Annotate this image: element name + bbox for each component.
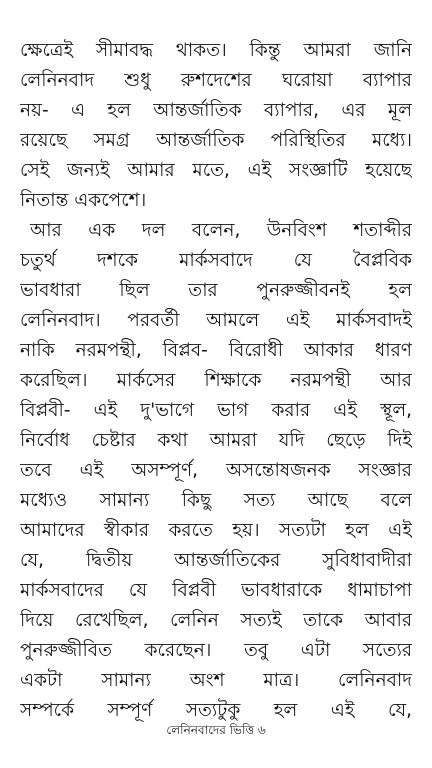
text-line: পুনরুজ্জীবিত করেছেন। তবু এটা সত্যের	[20, 640, 412, 661]
text-line: তবে এই অসম্পূর্ণ, অসন্তোষজনক সংজ্ঞার	[20, 460, 412, 481]
text-line: লেনিনবাদ শুধু রুশদেশের ঘরোয়া ব্যাপার	[20, 70, 412, 91]
text-line: নির্বোধ চেষ্টার কথা আমরা যদি ছেড়ে দিই	[20, 430, 412, 451]
text-line: সেই জন্যই আমার মতে, এই সংজ্ঞাটি হয়েছে	[20, 160, 412, 181]
text-line: যে, দ্বিতীয় আন্তর্জাতিকের সুবিধাবাদীরা	[20, 550, 412, 571]
text-line: চতুর্থ দশকে মার্কসবাদে যে বৈপ্লবিক	[20, 250, 412, 271]
body-text	[20, 36, 412, 726]
text-line: একটা সামান্য অংশ মাত্র। লেনিনবাদ	[20, 670, 412, 691]
text-line: ক্ষেত্রেই সীমাবদ্ধ থাকত। কিন্তু আমরা জানি	[20, 40, 412, 61]
paragraph-start-line: আর এক দল বলেন, উনবিংশ শতাব্দীর	[30, 220, 412, 241]
text-line: মধ্যেও সামান্য কিছু সত্য আছে বলে	[20, 490, 412, 511]
text-line: সম্পর্কে সম্পূর্ণ সত্যটুকু হল এই যে,	[20, 700, 412, 721]
text-line: নয়- এ হল আন্তর্জাতিক ব্যাপার, এর মূল	[20, 100, 412, 121]
paragraph-end-line: নিতান্ত একপেশে।	[20, 190, 147, 211]
text-line: বিপ্লবী- এই দু'ভাগে ভাগ করার এই স্থূল,	[20, 400, 412, 421]
text-line: আমাদের স্বীকার করতে হয়। সত্যটা হল এই	[20, 520, 412, 541]
page-footer: লেনিনবাদের ভিত্তি ৬	[166, 723, 266, 737]
text-line: রয়েছে সমগ্র আন্তর্জাতিক পরিস্থিতির মধ্যে।	[20, 130, 412, 151]
text-line: লেনিনবাদ। পরবর্তী আমলে এই মার্কসবাদই	[20, 310, 412, 331]
text-line: ভাবধারা ছিল তার পুনরুজ্জীবনই হল	[20, 280, 412, 301]
text-line: নাকি নরমপন্থী, বিপ্লব- বিরোধী আকার ধারণ	[20, 340, 412, 361]
text-line: করেছিল। মার্কসের শিক্ষাকে নরমপন্থী আর	[20, 370, 412, 391]
text-line: মার্কসবাদের যে বিপ্লবী ভাবধারাকে ধামাচাপা	[20, 580, 412, 601]
text-line: দিয়ে রেখেছিল, লেনিন সত্যই তাকে আবার	[20, 610, 412, 631]
